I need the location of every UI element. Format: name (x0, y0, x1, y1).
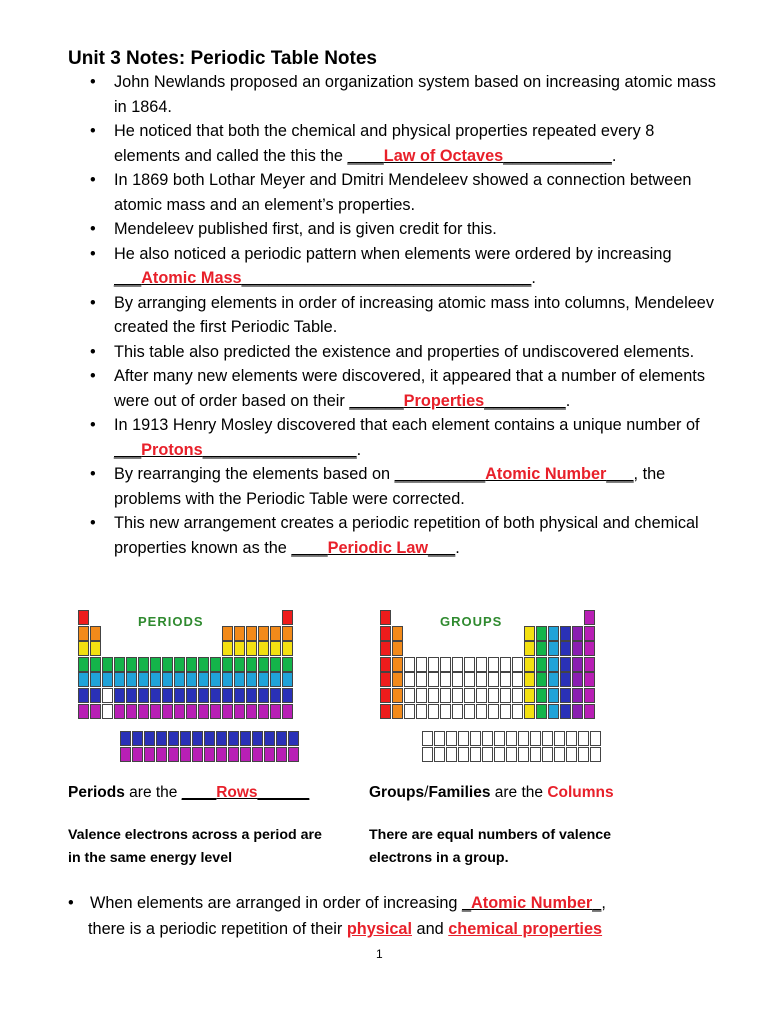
element-cell (404, 688, 415, 703)
element-cell (380, 688, 391, 703)
answer-atomic-number-2: Atomic Number (471, 894, 593, 912)
element-cell (90, 688, 101, 703)
element-cell (590, 747, 601, 762)
element-cell (282, 672, 293, 687)
element-cell (252, 731, 263, 746)
element-cell (560, 657, 571, 672)
list-item: • This table also predicted the existence and properties of undiscovered elements. (82, 340, 722, 365)
element-cell (234, 672, 245, 687)
element-cell (572, 688, 583, 703)
groups-label: GROUPS (440, 614, 503, 629)
element-cell (464, 688, 475, 703)
list-item: • He noticed that both the chemical and physical properties repeated every 8 elements and called the this the ____Law of Octaves____________. (82, 119, 722, 168)
element-cell (282, 688, 293, 703)
element-cell (138, 657, 149, 672)
element-cell (518, 731, 529, 746)
element-cell (150, 704, 161, 719)
element-cell (282, 641, 293, 656)
element-cell (102, 672, 113, 687)
element-cell (554, 747, 565, 762)
element-cell (440, 672, 451, 687)
element-cell (78, 704, 89, 719)
element-cell (78, 672, 89, 687)
element-cell (270, 626, 281, 641)
element-cell (560, 688, 571, 703)
element-cell (114, 672, 125, 687)
element-cell (416, 688, 427, 703)
element-cell (584, 641, 595, 656)
element-cell (380, 704, 391, 719)
element-cell (476, 657, 487, 672)
element-cell (150, 688, 161, 703)
list-item: • After many new elements were discovered, it appeared that a number of elements were out of order based on their ______Properties_________. (82, 364, 722, 413)
element-cell (440, 657, 451, 672)
element-cell (416, 672, 427, 687)
list-item: • John Newlands proposed an organization system based on increasing atomic mass in 1864. (82, 70, 722, 119)
answer-rows: Rows (216, 784, 258, 801)
periods-note: Valence electrons across a period are in the same energy level (68, 827, 322, 866)
element-cell (204, 731, 215, 746)
element-cell (282, 610, 293, 625)
element-cell (78, 688, 89, 703)
page-number: 1 (376, 947, 383, 961)
element-cell (584, 610, 595, 625)
element-cell (246, 626, 257, 641)
element-cell (452, 704, 463, 719)
element-cell (488, 688, 499, 703)
element-cell (548, 688, 559, 703)
element-cell (150, 657, 161, 672)
element-cell (210, 704, 221, 719)
element-cell (264, 731, 275, 746)
element-cell (512, 657, 523, 672)
element-cell (560, 626, 571, 641)
element-cell (126, 704, 137, 719)
element-cell (476, 672, 487, 687)
answer-chemical-properties: chemical properties (448, 920, 603, 938)
element-cell (282, 626, 293, 641)
element-cell (162, 657, 173, 672)
element-cell (246, 641, 257, 656)
element-cell (198, 672, 209, 687)
element-cell (222, 641, 233, 656)
element-cell (524, 672, 535, 687)
element-cell (464, 704, 475, 719)
element-cell (464, 672, 475, 687)
element-cell (240, 731, 251, 746)
element-cell (488, 657, 499, 672)
element-cell (434, 747, 445, 762)
answer-atomic-mass: Atomic Mass (141, 269, 242, 287)
element-cell (452, 657, 463, 672)
element-cell (458, 731, 469, 746)
element-cell (258, 641, 269, 656)
element-cell (578, 747, 589, 762)
element-cell (494, 731, 505, 746)
element-cell (246, 688, 257, 703)
element-cell (90, 657, 101, 672)
element-cell (174, 688, 185, 703)
element-cell (90, 626, 101, 641)
element-cell (264, 747, 275, 762)
element-cell (246, 672, 257, 687)
element-cell (222, 688, 233, 703)
element-cell (404, 672, 415, 687)
element-cell (488, 672, 499, 687)
element-cell (380, 657, 391, 672)
element-cell (542, 731, 553, 746)
element-cell (392, 704, 403, 719)
element-cell (258, 626, 269, 641)
element-cell (518, 747, 529, 762)
element-cell (234, 641, 245, 656)
element-cell (168, 747, 179, 762)
element-cell (198, 704, 209, 719)
element-cell (512, 704, 523, 719)
element-cell (192, 731, 203, 746)
final-bullet: • When elements are arranged in order of increasing _Atomic Number_, there is a periodic repetition of their physical and chemical properties (68, 894, 606, 938)
element-cell (162, 704, 173, 719)
element-cell (90, 672, 101, 687)
element-cell (180, 747, 191, 762)
element-cell (132, 731, 143, 746)
element-cell (270, 657, 281, 672)
element-cell (392, 688, 403, 703)
element-cell (554, 731, 565, 746)
element-cell (524, 657, 535, 672)
answer-properties: Properties (403, 391, 485, 410)
element-cell (270, 688, 281, 703)
element-cell (114, 704, 125, 719)
element-cell (228, 731, 239, 746)
element-cell (584, 672, 595, 687)
periods-label: PERIODS (138, 614, 204, 629)
element-cell (500, 672, 511, 687)
element-cell (416, 657, 427, 672)
element-cell (180, 731, 191, 746)
element-cell (422, 747, 433, 762)
element-cell (428, 672, 439, 687)
answer-protons: Protons (141, 440, 203, 459)
element-cell (162, 688, 173, 703)
element-cell (536, 688, 547, 703)
element-cell (458, 747, 469, 762)
element-cell (240, 747, 251, 762)
element-cell (428, 688, 439, 703)
element-cell (392, 626, 403, 641)
element-cell (380, 610, 391, 625)
element-cell (512, 688, 523, 703)
element-cell (548, 641, 559, 656)
element-cell (132, 747, 143, 762)
groups-note: There are equal numbers of valence electrons in a group. (369, 827, 612, 866)
element-cell (392, 641, 403, 656)
element-cell (102, 688, 113, 703)
element-cell (150, 672, 161, 687)
element-cell (252, 747, 263, 762)
element-cell (548, 704, 559, 719)
element-cell (228, 747, 239, 762)
element-cell (578, 731, 589, 746)
element-cell (222, 672, 233, 687)
element-cell (488, 704, 499, 719)
element-cell (90, 641, 101, 656)
element-cell (392, 657, 403, 672)
groups-definition: Groups/Families are the Columns (369, 784, 614, 801)
notes-list (82, 70, 722, 560)
element-cell (482, 731, 493, 746)
element-cell (174, 704, 185, 719)
element-cell (530, 731, 541, 746)
element-cell (380, 641, 391, 656)
answer-law-of-octaves: Law of Octaves (383, 146, 504, 165)
element-cell (536, 704, 547, 719)
element-cell (512, 672, 523, 687)
element-cell (282, 657, 293, 672)
element-cell (548, 672, 559, 687)
element-cell (270, 672, 281, 687)
element-cell (78, 626, 89, 641)
element-cell (560, 704, 571, 719)
element-cell (90, 704, 101, 719)
element-cell (482, 747, 493, 762)
element-cell (216, 731, 227, 746)
element-cell (452, 672, 463, 687)
element-cell (174, 657, 185, 672)
element-cell (476, 688, 487, 703)
element-cell (404, 704, 415, 719)
periods-definition: Periods are the ____Rows______ (68, 784, 310, 801)
element-cell (222, 704, 233, 719)
answer-periodic-law: Periodic Law (327, 538, 429, 557)
element-cell (428, 657, 439, 672)
element-cell (524, 626, 535, 641)
element-cell (162, 672, 173, 687)
element-cell (572, 626, 583, 641)
element-cell (222, 657, 233, 672)
element-cell (416, 704, 427, 719)
element-cell (288, 747, 299, 762)
element-cell (548, 626, 559, 641)
answer-atomic-number: Atomic Number (485, 465, 607, 483)
element-cell (536, 641, 547, 656)
list-item: • In 1869 both Lothar Meyer and Dmitri Mendeleev showed a connection between atomic mass and an element’s properties. (82, 168, 722, 217)
element-cell (102, 657, 113, 672)
element-cell (380, 672, 391, 687)
element-cell (234, 626, 245, 641)
element-cell (234, 657, 245, 672)
element-cell (560, 672, 571, 687)
element-cell (470, 747, 481, 762)
element-cell (428, 704, 439, 719)
element-cell (138, 704, 149, 719)
element-cell (234, 688, 245, 703)
element-cell (536, 657, 547, 672)
element-cell (446, 731, 457, 746)
element-cell (446, 747, 457, 762)
element-cell (234, 704, 245, 719)
list-item: • By arranging elements in order of increasing atomic mass into columns, Mendeleev created the first Periodic Table. (82, 291, 722, 340)
element-cell (584, 704, 595, 719)
element-cell (276, 731, 287, 746)
element-cell (536, 626, 547, 641)
answer-physical: physical (346, 920, 413, 938)
element-cell (470, 731, 481, 746)
element-cell (246, 657, 257, 672)
element-cell (198, 688, 209, 703)
element-cell (210, 688, 221, 703)
element-cell (258, 657, 269, 672)
element-cell (114, 657, 125, 672)
element-cell (566, 731, 577, 746)
element-cell (476, 704, 487, 719)
element-cell (392, 672, 403, 687)
element-cell (78, 657, 89, 672)
element-cell (186, 657, 197, 672)
element-cell (590, 731, 601, 746)
element-cell (404, 657, 415, 672)
element-cell (494, 747, 505, 762)
element-cell (500, 688, 511, 703)
element-cell (572, 672, 583, 687)
element-cell (288, 731, 299, 746)
element-cell (434, 731, 445, 746)
element-cell (572, 704, 583, 719)
element-cell (246, 704, 257, 719)
element-cell (440, 688, 451, 703)
element-cell (258, 672, 269, 687)
element-cell (102, 704, 113, 719)
element-cell (506, 731, 517, 746)
element-cell (216, 747, 227, 762)
list-item: • He also noticed a periodic pattern when elements were ordered by increasing ___Atomic Mass________________________________. (82, 242, 722, 291)
element-cell (584, 688, 595, 703)
element-cell (120, 747, 131, 762)
element-cell (210, 657, 221, 672)
element-cell (542, 747, 553, 762)
element-cell (156, 731, 167, 746)
element-cell (120, 731, 131, 746)
element-cell (572, 641, 583, 656)
element-cell (258, 688, 269, 703)
element-cell (530, 747, 541, 762)
element-cell (186, 704, 197, 719)
element-cell (524, 688, 535, 703)
element-cell (258, 704, 269, 719)
element-cell (524, 641, 535, 656)
element-cell (584, 657, 595, 672)
list-item: • In 1913 Henry Mosley discovered that each element contains a unique number of ___Protons_________________. (82, 413, 722, 462)
element-cell (440, 704, 451, 719)
element-cell (210, 672, 221, 687)
element-cell (192, 747, 203, 762)
element-cell (186, 688, 197, 703)
element-cell (276, 747, 287, 762)
element-cell (78, 641, 89, 656)
element-cell (126, 688, 137, 703)
element-cell (536, 672, 547, 687)
element-cell (524, 704, 535, 719)
element-cell (506, 747, 517, 762)
element-cell (452, 688, 463, 703)
element-cell (204, 747, 215, 762)
element-cell (144, 747, 155, 762)
element-cell (560, 641, 571, 656)
element-cell (198, 657, 209, 672)
answer-columns: Columns (547, 784, 614, 801)
element-cell (270, 704, 281, 719)
element-cell (78, 610, 89, 625)
list-item: • This new arrangement creates a periodic repetition of both physical and chemical properties known as the ____Periodic Law___. (82, 511, 722, 560)
element-cell (572, 657, 583, 672)
element-cell (144, 731, 155, 746)
element-cell (282, 704, 293, 719)
list-item: • Mendeleev published first, and is given credit for this. (82, 217, 722, 242)
element-cell (186, 672, 197, 687)
element-cell (126, 657, 137, 672)
element-cell (548, 657, 559, 672)
element-cell (422, 731, 433, 746)
element-cell (500, 704, 511, 719)
element-cell (138, 672, 149, 687)
element-cell (222, 626, 233, 641)
element-cell (566, 747, 577, 762)
element-cell (380, 626, 391, 641)
element-cell (168, 731, 179, 746)
element-cell (174, 672, 185, 687)
element-cell (138, 688, 149, 703)
page-title: Unit 3 Notes: Periodic Table Notes (68, 48, 377, 69)
element-cell (464, 657, 475, 672)
element-cell (126, 672, 137, 687)
element-cell (156, 747, 167, 762)
element-cell (500, 657, 511, 672)
list-item: • By rearranging the elements based on __________Atomic Number___, the problems with the Periodic Table were corrected. (82, 462, 722, 511)
element-cell (114, 688, 125, 703)
element-cell (584, 626, 595, 641)
element-cell (270, 641, 281, 656)
